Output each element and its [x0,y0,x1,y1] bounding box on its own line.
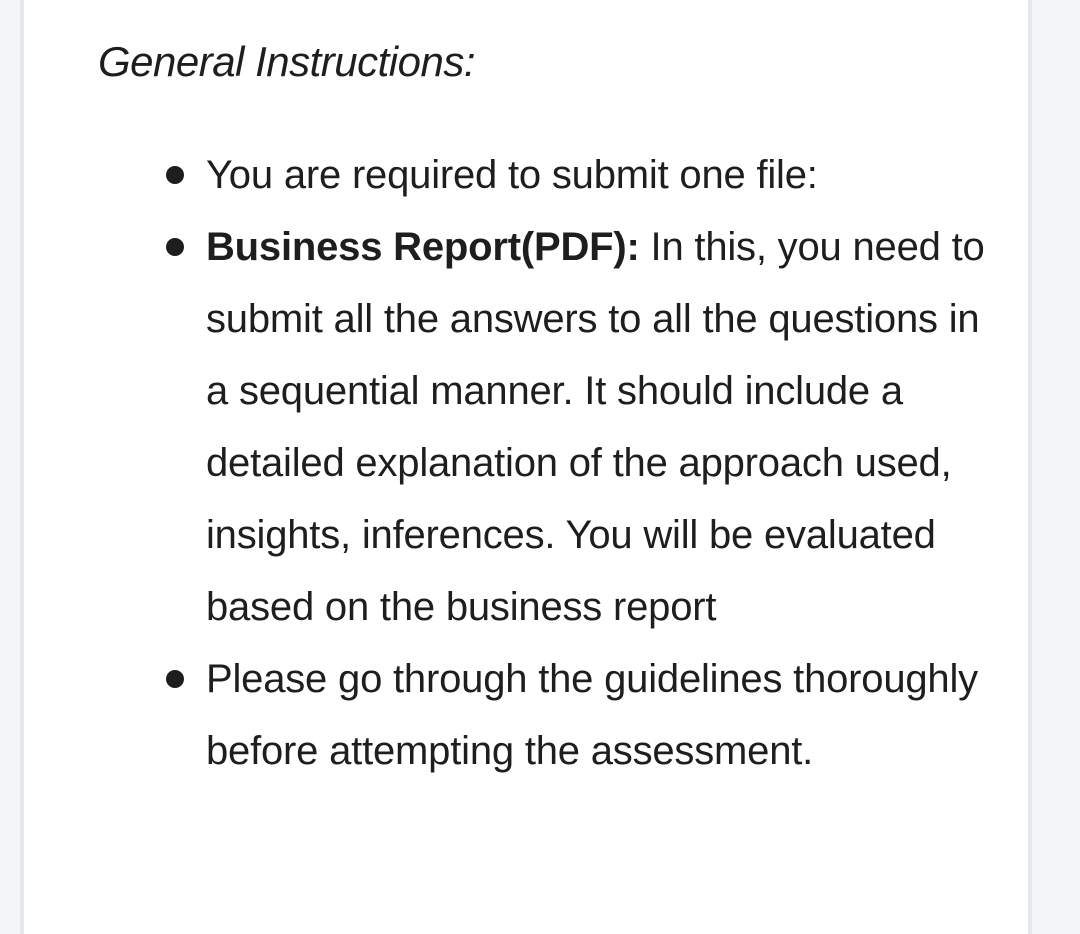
section-heading: General Instructions: [98,38,476,85]
bullet-icon [166,166,184,184]
bullet-icon [166,238,184,256]
instruction-text: Please go through the guidelines thoroughly before attempting the assessment. [206,657,978,773]
instruction-item-submission [154,139,994,211]
instruction-item-business-report [154,211,994,643]
instruction-text: In this, you need to submit all the answers to all the questions in a sequential manner. It should include a detailed explanation of the approach used, insights, inferences. You will be evaluated based on the business report [206,225,985,629]
page-background-right [1034,0,1080,934]
instruction-bold-label: Business Report(PDF): [206,225,640,269]
instruction-text: You are required to submit one file: [206,153,818,197]
instruction-item-guidelines [154,643,994,787]
page-background-left [0,0,20,934]
instructions-card [20,0,1032,934]
instruction-list [154,139,994,787]
bullet-icon [166,670,184,688]
